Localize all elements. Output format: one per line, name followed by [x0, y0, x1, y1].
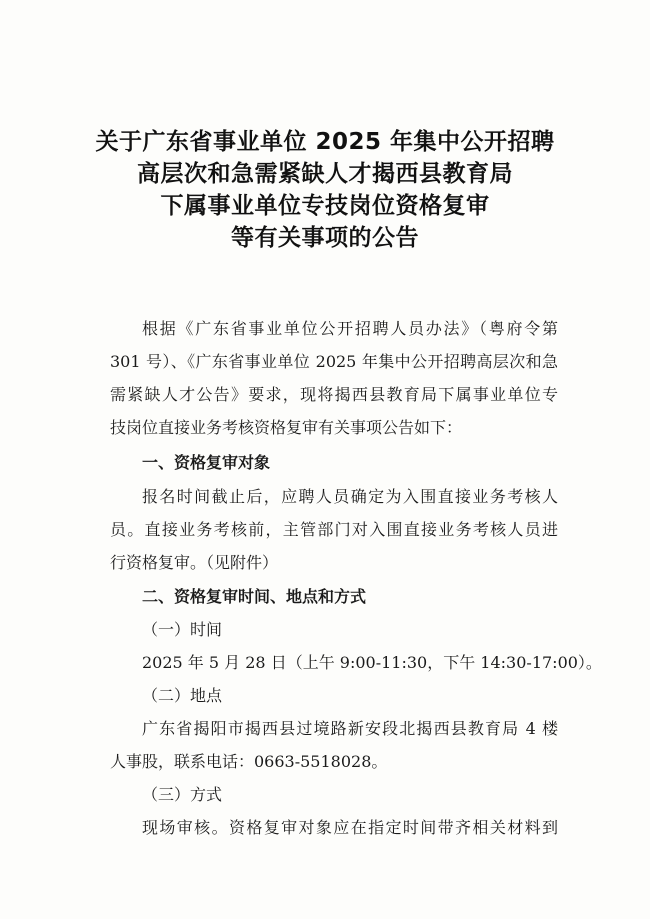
place-heading: （二）地点: [142, 686, 223, 705]
section1-line-2: 员。直接业务考核前，主管部门对入围直接业务考核人员进: [110, 520, 558, 539]
section2-heading: 二、资格复审时间、地点和方式: [142, 587, 367, 606]
place-line-2: 人事股，联系电话：0663-5518028。: [110, 752, 388, 771]
place-line-1: 广东省揭阳市揭西县过境路新安段北揭西县教育局 4 楼: [142, 719, 558, 738]
method-line-1: 现场审核。资格复审对象应在指定时间带齐相关材料到: [142, 818, 558, 837]
title-line-3: 下属事业单位专技岗位资格复审: [160, 193, 490, 219]
time-heading: （一）时间: [142, 620, 223, 639]
title-line-2: 高层次和急需紧缺人才揭西县教育局: [137, 161, 513, 187]
section1-heading: 一、资格复审对象: [142, 453, 271, 472]
intro-line-2: 301 号）、《广东省事业单位 2025 年集中公开招聘高层次和急: [110, 352, 558, 371]
intro-line-3: 需紧缺人才公告》要求，现将揭西县教育局下属事业单位专: [110, 385, 558, 404]
method-heading: （三）方式: [142, 785, 223, 804]
section1-line-3: 行资格复审。（见附件）: [110, 553, 279, 572]
intro-line-1: 根据《广东省事业单位公开招聘人员办法》（粤府令第: [142, 319, 558, 338]
time-text: 2025 年 5 月 28 日（上午 9:00-11:30，下午 14:30-17:00）。: [142, 653, 602, 672]
section1-line-1: 报名时间截止后，应聘人员确定为入围直接业务考核人: [142, 487, 558, 506]
title-line-4: 等有关事项的公告: [231, 225, 419, 251]
title-line-1: 关于广东省事业单位 2025 年集中公开招聘: [95, 129, 555, 155]
intro-line-4: 技岗位直接业务考核资格复审有关事项公告如下：: [110, 418, 463, 437]
